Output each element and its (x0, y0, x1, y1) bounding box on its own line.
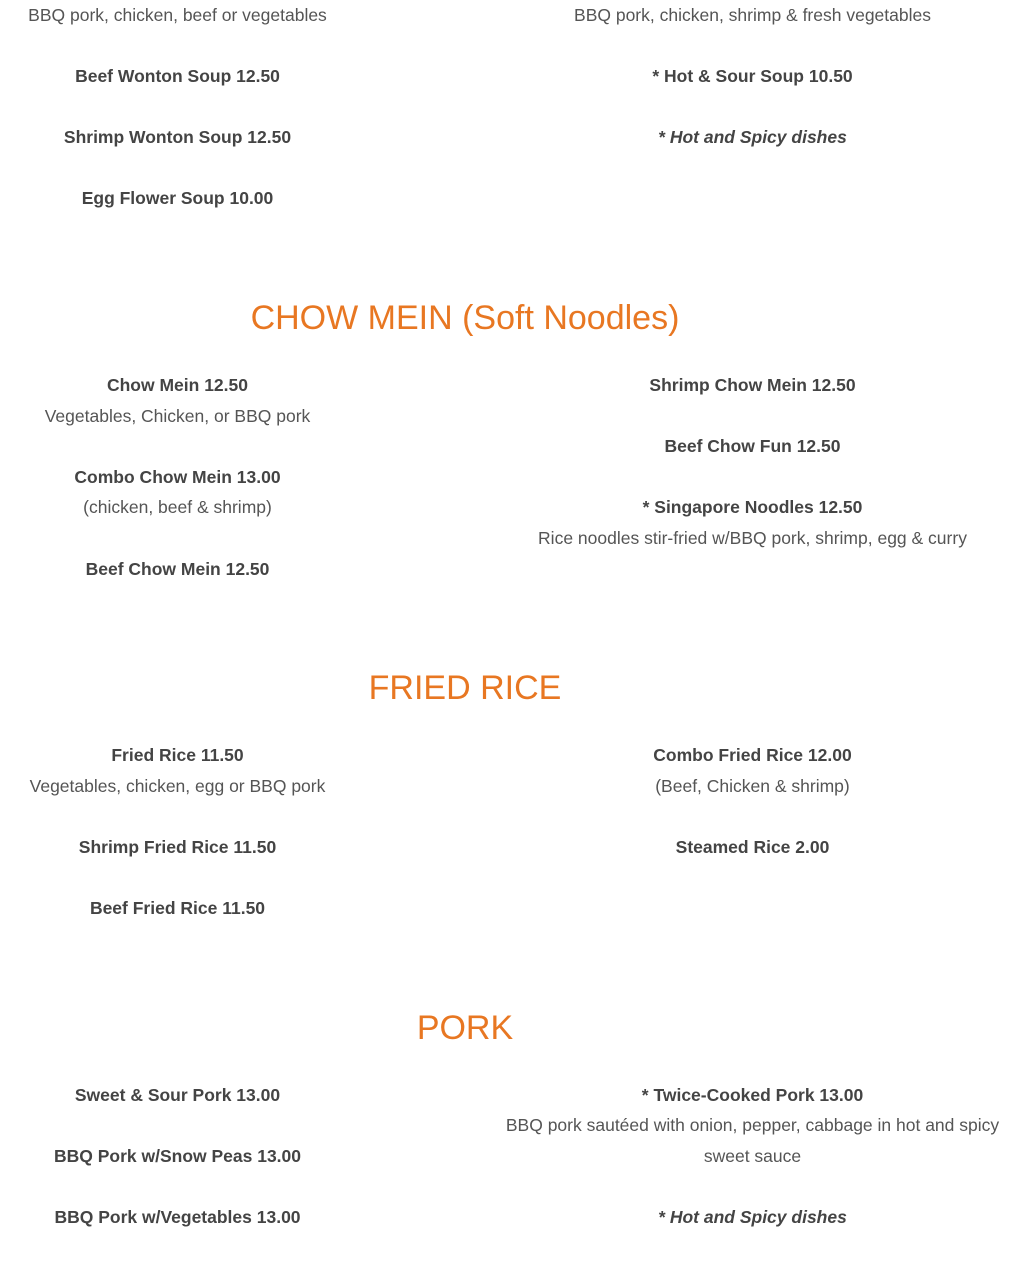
menu-item-bbq-pork-vegetables: BBQ Pork w/Vegetables 13.00 (54, 1207, 301, 1227)
menu-item-fried-rice: Fried Rice 11.50 (111, 745, 244, 765)
menu-item-egg-flower-soup: Egg Flower Soup 10.00 (81, 188, 274, 208)
menu-item-beef-chow-fun: Beef Chow Fun 12.50 (664, 436, 841, 456)
menu-item-description: (chicken, beef & shrimp) (83, 497, 272, 517)
menu-item-combo-fried-rice: Combo Fried Rice 12.00 (653, 745, 852, 765)
menu-item-singapore-noodles: * Singapore Noodles 12.50 (642, 497, 863, 517)
section-heading-pork: PORK (416, 1009, 514, 1047)
menu-item-twice-cooked-pork: * Twice-Cooked Pork 13.00 (641, 1085, 864, 1105)
menu-item-steamed-rice: Steamed Rice 2.00 (675, 837, 830, 857)
menu-item-description: Vegetables, Chicken, or BBQ pork (44, 406, 311, 426)
menu-item-description: Vegetables, chicken, egg or BBQ pork (29, 776, 326, 796)
menu-item-hot-sour-soup: * Hot & Sour Soup 10.50 (652, 66, 853, 86)
menu-item-beef-chow-mein: Beef Chow Mein 12.50 (85, 559, 270, 579)
menu-item-shrimp-fried-rice: Shrimp Fried Rice 11.50 (78, 837, 277, 857)
menu-item-beef-wonton-soup: Beef Wonton Soup 12.50 (75, 66, 280, 86)
menu-item-beef-fried-rice: Beef Fried Rice 11.50 (89, 898, 266, 918)
menu-item-shrimp-wonton-soup: Shrimp Wonton Soup 12.50 (63, 127, 292, 147)
menu-item-sweet-sour-pork: Sweet & Sour Pork 13.00 (74, 1085, 281, 1105)
soup-left-description: BBQ pork, chicken, beef or vegetables (28, 5, 327, 25)
menu-item-shrimp-chow-mein: Shrimp Chow Mein 12.50 (649, 375, 856, 395)
menu-item-chow-mein: Chow Mein 12.50 (106, 375, 248, 395)
menu-item-description: BBQ pork sautéed with onion, pepper, cabbage in hot and spicy (505, 1115, 1000, 1135)
spicy-note: * Hot and Spicy dishes (658, 127, 847, 147)
menu-item-description: (Beef, Chicken & shrimp) (655, 776, 850, 796)
menu-item-description-continued: sweet sauce (703, 1146, 802, 1166)
menu-item-combo-chow-mein: Combo Chow Mein 13.00 (74, 467, 281, 487)
menu-item-bbq-pork-snow-peas: BBQ Pork w/Snow Peas 13.00 (53, 1146, 302, 1166)
section-heading-chow-mein: CHOW MEIN (Soft Noodles) (250, 299, 680, 337)
section-heading-fried-rice: FRIED RICE (368, 669, 562, 707)
spicy-note: * Hot and Spicy dishes (658, 1207, 847, 1227)
soup-right-description: BBQ pork, chicken, shrimp & fresh vegetables (574, 5, 931, 25)
menu-item-description: Rice noodles stir-fried w/BBQ pork, shrimp, egg & curry (538, 528, 967, 548)
